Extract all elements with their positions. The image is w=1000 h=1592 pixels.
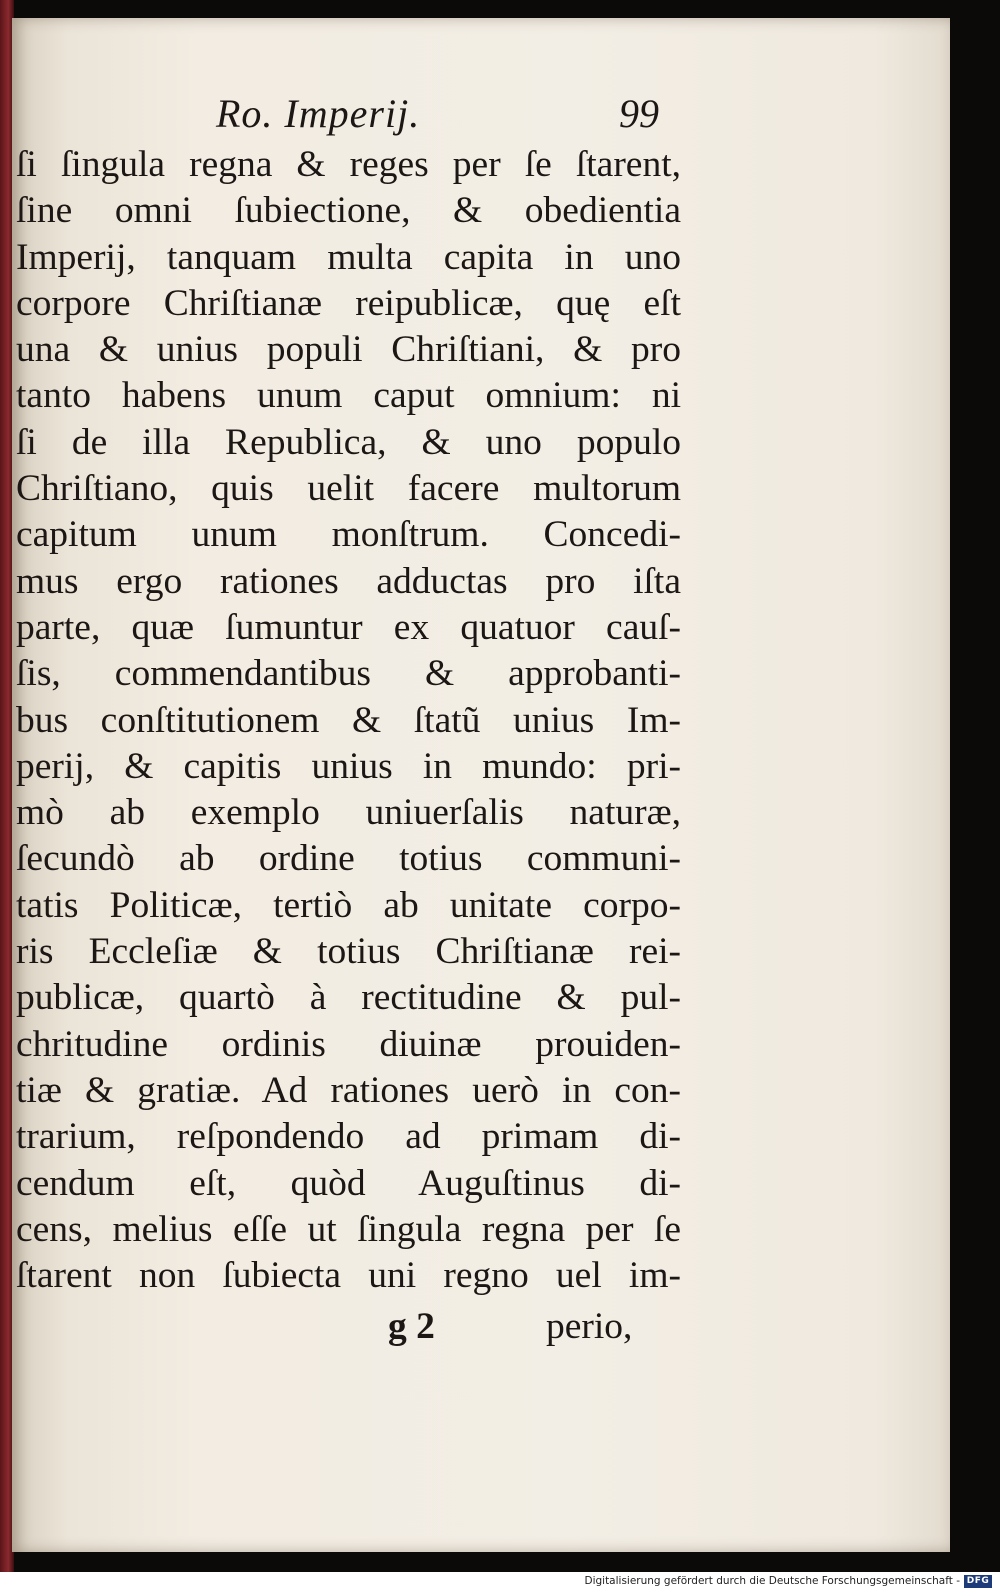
text-line: ris Eccleſiæ & totius Chriſtianæ rei- [16,931,681,973]
text-line: Imperij, tanquam multa capita in uno [16,236,681,278]
book-page [12,18,950,1552]
text-line: ſi de illa Republica, & uno populo [16,421,681,463]
text-line: ſine omni ſubiectione, & obedientia [16,190,681,232]
footer-bar [0,1572,1000,1592]
text-line: ſi ſingula regna & reges per ſe ſtarent, [16,144,681,185]
text-line: bus conſtitutionem & ſtatũ unius Im- [16,699,681,741]
text-line: ſis, commendantibus & approbanti- [16,653,681,695]
page-content [16,86,696,1351]
running-title: Ro. Imperij. [216,91,421,136]
text-line: tanto habens unum caput omnium: ni [16,375,681,417]
text-line: capitum unum monſtrum. Concedi- [16,514,681,556]
text-line: tiæ & gratiæ. Ad rationes uerò in con- [16,1069,681,1111]
text-line: una & unius populi Chriſtiani, & pro [16,329,681,371]
text-line: cens, melius eſſe ut ſingula regna per ſe [16,1208,681,1250]
text-line: ſecundò ab ordine totius communi- [16,838,681,880]
text-line: Chriſtiano, quis uelit facere multorum [16,468,681,510]
text-line: tatis Politicæ, tertiò ab unitate corpo- [16,884,681,926]
text-line: parte, quæ ſumuntur ex quatuor cauſ- [16,606,681,648]
footer-credit: Digitalisierung gefördert durch die Deutsche Forschungsgemeinschaft - [584,1575,960,1587]
catchline [16,1301,696,1351]
body-text [16,142,696,1299]
signature-mark: g 2 [388,1306,435,1348]
text-line: publicæ, quartò à rectitudine & pul- [16,977,681,1019]
text-line: ſtarent non ſubiecta uni regno uel im- [16,1255,681,1297]
text-line: mus ergo rationes adductas pro iſta [16,560,681,602]
text-line: cendum eſt, quòd Auguſtinus di- [16,1162,681,1204]
text-line: trarium, reſpondendo ad primam di- [16,1116,681,1158]
dfg-logo: DFG [964,1575,992,1588]
text-line: mò ab exemplo uniuerſalis naturæ, [16,792,681,834]
text-line: perij, & capitis unius in mundo: pri- [16,745,681,787]
text-line: corpore Chriſtianæ reipublicæ, quę eſt [16,282,681,324]
page-number: 99 [619,91,659,136]
running-head [16,86,696,142]
text-line: chritudine ordinis diuinæ prouiden- [16,1023,681,1065]
catchword: perio, [546,1306,633,1348]
